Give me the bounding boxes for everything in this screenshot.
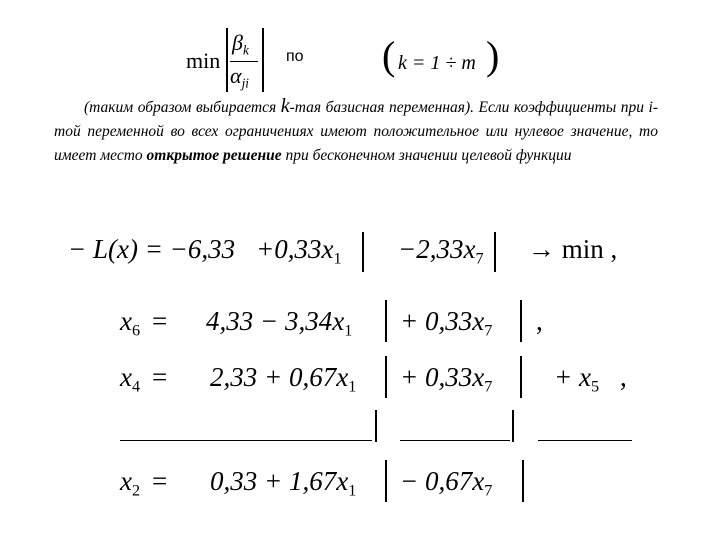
x2-eq: = [152,466,168,496]
description-paragraph [54,94,658,168]
paragraph-text-2: -тая базисная переменная). Если коэффициенты при i-той переменной во всех ограничениях имеют положительное или нулевое значение, то имеет место [54,99,658,164]
x2-expr: $0,33 + 1,67x_1$ [210,466,357,500]
separator-bar-2 [512,410,514,442]
x6-term-x7: + $0,33x_7$ [400,306,493,340]
objective-min: → min , [528,234,618,264]
bar-x2-2 [522,460,524,502]
x6-var: $x_6$ [120,306,141,340]
separator-bar-1 [375,410,377,442]
beta-symbol: $\beta_k$ [232,30,249,58]
x4-eq: = [152,362,168,392]
min-label: min [186,48,221,73]
po-word: по [286,48,304,65]
separator-line-3 [538,440,632,441]
abs-bar-left [226,28,228,92]
bar-x2-1 [385,460,387,502]
x4-comma: , [620,362,627,392]
separator-line-1 [120,440,372,441]
x2-term-x7: − $0,67x_7$ [400,466,493,500]
x4-expr: $2,33 + 0,67x_1$ [210,362,357,396]
x6-expr: $4,33 - 3,34x_1$ [206,306,353,340]
bar-L-1 [362,232,364,272]
paragraph-k: k [280,95,290,117]
abs-bar-right [262,28,264,92]
x4-term-x7: + $0,33x_7$ [400,362,493,396]
objective-term-x7: $-2,33x_7$ [398,234,484,268]
objective-lhs: − L(x) = −6,33 [68,234,236,264]
x2-var: $x_2$ [120,466,141,500]
bar-x4-1 [385,356,387,398]
paragraph-text-3: при бесконечном значении целевой функции [281,147,572,164]
paragraph-bold: открытое решение [146,147,282,164]
bar-L-2 [494,232,496,272]
bar-x6-1 [385,300,387,342]
x6-eq: = [152,306,168,336]
x6-comma: , [536,306,543,336]
x4-term-x5: + $x_5$ [554,362,600,396]
paragraph-text-1: (таким образом выбирается [84,99,281,116]
paren-left: ( [382,33,396,78]
x4-var: $x_4$ [120,362,141,396]
k-range: k = 1 ÷ m [398,52,476,74]
bar-x6-2 [520,300,522,342]
paren-right: ) [486,33,500,78]
objective-term-x1: $+0,33x_1$ [256,234,342,268]
separator-line-2 [400,440,510,441]
alpha-symbol: $\alpha_{ji}$ [230,63,249,91]
bar-x4-2 [520,356,522,398]
